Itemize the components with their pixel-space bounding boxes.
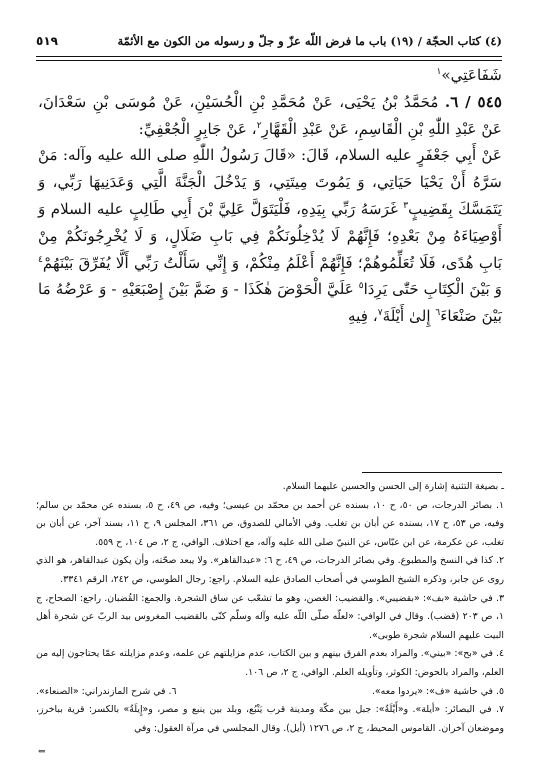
lead-text: شَفَاعَتِي» [441,66,502,84]
footnote-ref-2: ٢ [256,120,262,131]
footnote-7: ٧. في البصائر: «أيلة». و«أَيْلَةُ»: جبل بين مكّة ومدينة قرب يَنْبُع، وبلد بين ينبع و مصر، و«إِيلَةُ» بالكسر: قرية بباخرز، وموضعان آخران. القاموس المحيط، ج ٢، ص ١٢٧٦ (أيل). وقال المجلسي في مرآة العقول: وفي [36,704,504,734]
footnote-ref-5: ٥ [358,281,364,292]
matn-text-1: عَنْ أَبِي جَعْفَرٍ عليه السلام، قَالَ: «قَالَ رَسُولُ اللّٰهِ صلى الله عليه وآله: مَنْ سَرَّهُ أَنْ يَحْيَا حَيَاتِي، وَ يَمُوتَ مِيتَتِي، وَ يَدْخُلَ الْجَنَّةَ الَّتِي وَعَدَنِيهَا رَبِّي، وَ يَتَمَسَّكَ بِقَضِيبٍ [38,146,503,218]
lead-line [38,62,502,89]
running-header [36,30,502,52]
footnote-ref-6: ٦ [435,308,441,319]
footnote-2: ٢. كذا في النسخ والمطبوع. وفي بصائر الدرجات، ص ٤٩، ح ٦: «عبدالقاهر». ولا يبعد صحّته، وأن يكون عبدالقاهر، هو الذي روى عن جابر، وذكره الشيخ الطوسي في أصحاب الصادق عليه السلام. راجع: رجال الطوسي، ص ٢٤٢، الرقم ٣٣٤١. [36,555,504,585]
footnote-ref-4: ٤ [38,254,43,265]
footnote-ref-7: ٧ [377,308,383,319]
matn-text-2: غَرَسَهُ رَبِّي بِيَدِهِ، فَلْيَتَوَلَّ عَلِيَّ بْنَ أَبِي طَالِبٍ عليه السلام وَ أَوْصِيَاءَهُ مِنْ بَعْدِهِ؛ فَإِنَّهُمْ لَا يُدْخِلُونَكُمْ فِي بَابِ ضَلَالٍ، وَ لَا يُخْرِجُونَكُمْ مِنْ بَابِ هُدًى، فَلَا تُعَلِّمُوهُمْ؛ فَإِنَّهُمْ أَعْلَمُ مِنْكُمْ، وَ إِنِّي سَأَلْتُ رَبِّي أَلَّا يُفَرِّقَ بَيْنَهُمْ [38,199,502,272]
matn-text-6: ، فِيهِ [348,307,378,326]
main-text [38,62,502,330]
footnote-ref-3: ٣ [403,200,409,211]
footnotes [36,478,504,738]
matn-text-3: وَ بَيْنَ الْكِتَابِ حَتّٰى يَرِدَا [363,280,502,299]
footnote-4: ٤. في «بح»: «بيني». والمراد بعدم الفرق بينهم و بين الكتاب، عدم مزايلتهم عن علمه، وعدم مزايلته عمّا يحتاجون إليه من العلم، والمراد بالحوض: الكوثر، وتأويله العلم. الوافي، ج ٢، ص ١٠٦. [36,648,504,678]
matn-paragraph [38,142,502,330]
footnote-separator [362,472,502,473]
footnote-3: ٣. في حاشية «بف»: «بقضيبي». والقضيب: الغصن، وهو ما تشعّب عن ساق الشجرة. والجمع: القُضبان. راجع: الصحاح، ج ١، ص ٢٠٣ (قضب). وقال في الوافي: «لعلّه صلّى اللّه عليه وآله وسلّم كنّى بالقضيب المغروس بيد الربّ عن شجرة أهل البيت عليهم السلام شجرة طوبى». [36,592,504,641]
isnad-text-1: مُحَمَّدُ بْنُ يَحْيَى، عَنْ مُحَمَّدِ بْنِ الْحُسَيْنِ، عَنْ مُوسَى بْنِ سَعْدَانَ، عَنْ عَبْدِ اللّٰهِ بْنِ الْقَاسِمِ، عَنْ عَبْدِ الْقَهَّارِ [38,92,502,138]
footnote-ref-1: ١ [436,66,442,77]
isnad-paragraph [38,89,502,143]
isnad-text-2: ، عَنْ جَابِرٍ الْجُعْفِيِّ: [138,119,257,138]
matn-text-4: عَلَيَّ الْحَوْضَ هٰكَذَا - وَ ضَمَّ بَيْنَ إِصْبَعَيْهِ - وَ عَرْضُهُ مَا بَيْنَ صَنْعَاءَ [38,280,502,326]
footnote-6: ٦. في شرح المازندراني: «الصنعاء». [36,685,177,697]
footnote-row-5-6 [36,683,504,702]
page-number: ٥١٩ [36,34,58,48]
footnote-1: ١. بصائر الدرجات، ص ٥٠، ح ١٠، بسنده عن أحمد بن محمّد بن عيسى؛ وفيه، ص ٤٩، ح ٥، بسنده عن محمّد بن سالم؛ وفيه، ص ٥٣، ح ١٧، بسنده عن أبان بن تغلب. وفي الأمالي للصدوق، ص ٣٦١، المجلس ٩، ح ١١، بسند آخر، عن أبان بن تغلب، عن عكرمة، عن ابن عبّاس، عن النبيّ صلى الله عليه وآله، مع اختلاف. الوافي، ج ٢، ص ١٠٤، ح ٥٥٩. [36,499,504,548]
footnote-0: ـ بصيغة التثنية إشارة إلى الحسن والحسين عليهما السلام. [282,481,504,492]
matn-text-5: إِلىٰ أَيْلَةَ [382,307,436,326]
header-rule [36,56,502,61]
running-header-title: (٤) كتاب الحجّة / (١٩) باب ما فرض اللّه عزّ و جلّ و رسوله من الكون مع الأئمّة [117,34,502,48]
footnote-5: ٥. في حاشية «ف»: «يردوا معه». [371,685,504,697]
hadith-number: ٥٤٥ / ٦. [444,92,503,111]
continuation-mark: ⇐ [38,747,46,757]
